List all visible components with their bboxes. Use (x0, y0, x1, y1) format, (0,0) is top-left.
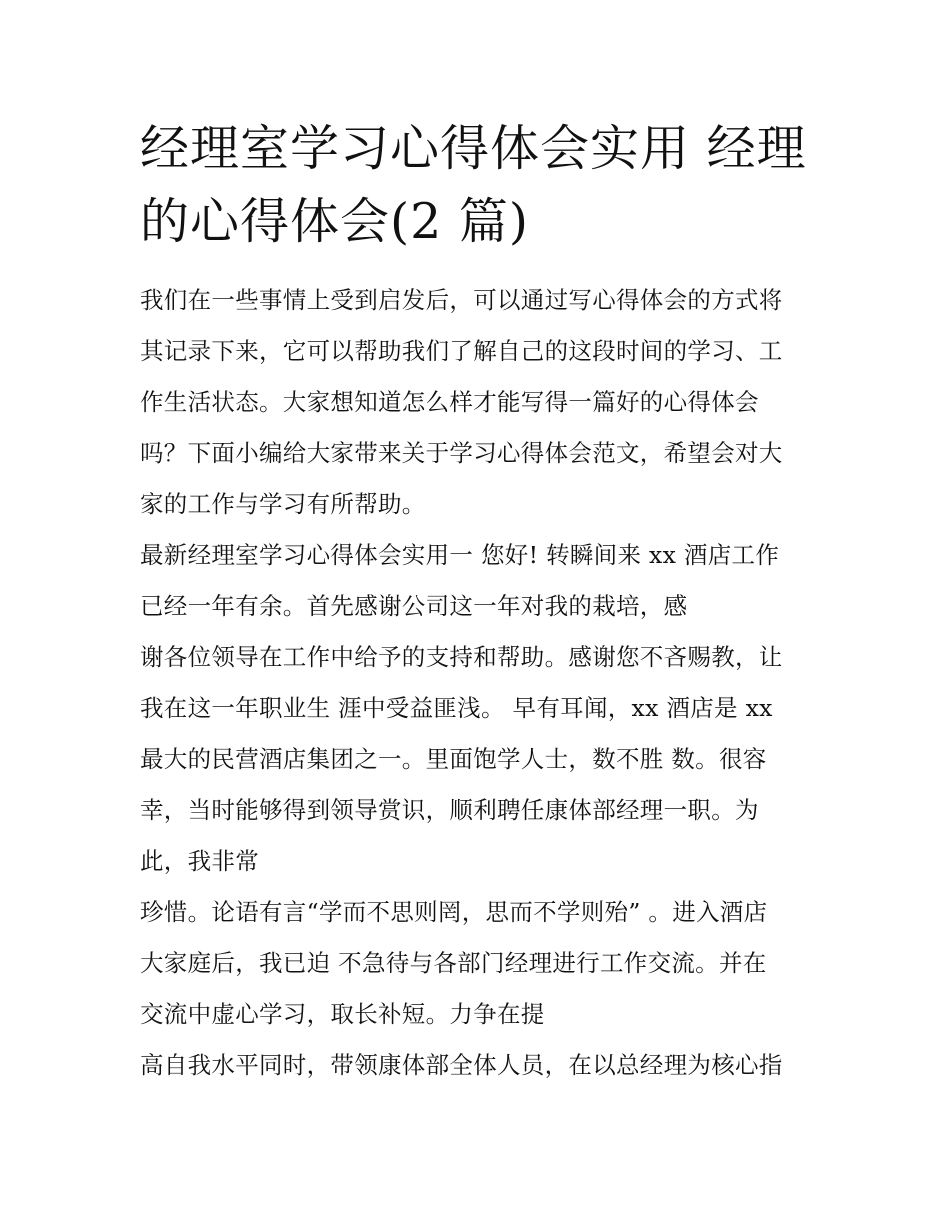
body-line: 作生活状态。大家想知道怎么样才能写得一篇好的心得体会 (140, 388, 759, 416)
body-line: 最大的民营酒店集团之一。里面饱学人士，数不胜 数。很容 (140, 745, 767, 773)
body-line: 最新经理室学习心得体会实用一 您好! 转瞬间来 xx 酒店工作 (140, 541, 780, 569)
title-line: 经理室学习心得体会实用 经理 (140, 120, 807, 177)
body-line: 其记录下来，它可以帮助我们了解自己的这段时间的学习、工 (140, 337, 783, 365)
body-line: 幸，当时能够得到领导赏识，顺利聘任康体部经理一职。为 (140, 796, 759, 824)
body-line: 谢各位领导在工作中给予的支持和帮助。感谢您不吝赐教，让 (140, 643, 783, 671)
body-line: 我在这一年职业生 涯中受益匪浅。 早有耳闻，xx 酒店是 xx (140, 694, 773, 722)
body-line: 珍惜。论语有言“学而不思则罔，思而不学则殆” 。进入酒店 (140, 898, 768, 926)
body-line: 家的工作与学习有所帮助。 (140, 490, 426, 518)
body-line: 已经一年有余。首先感谢公司这一年对我的栽培，感 (140, 592, 688, 620)
body-line: 高自我水平同时，带领康体部全体人员，在以总经理为核心指 (140, 1051, 783, 1079)
body-line: 交流中虚心学习，取长补短。力争在提 (140, 1000, 545, 1028)
body-line: 我们在一些事情上受到启发后，可以通过写心得体会的方式将 (140, 286, 783, 314)
body-line: 吗？下面小编给大家带来关于学习心得体会范文，希望会对大 (140, 439, 783, 467)
document-body (140, 275, 820, 1091)
document-title (140, 112, 820, 258)
body-line: 大家庭后，我已迫 不急待与各部门经理进行工作交流。并在 (140, 949, 767, 977)
body-line: 此，我非常 (140, 847, 259, 875)
title-line: 的心得体会(2 篇) (140, 193, 529, 250)
